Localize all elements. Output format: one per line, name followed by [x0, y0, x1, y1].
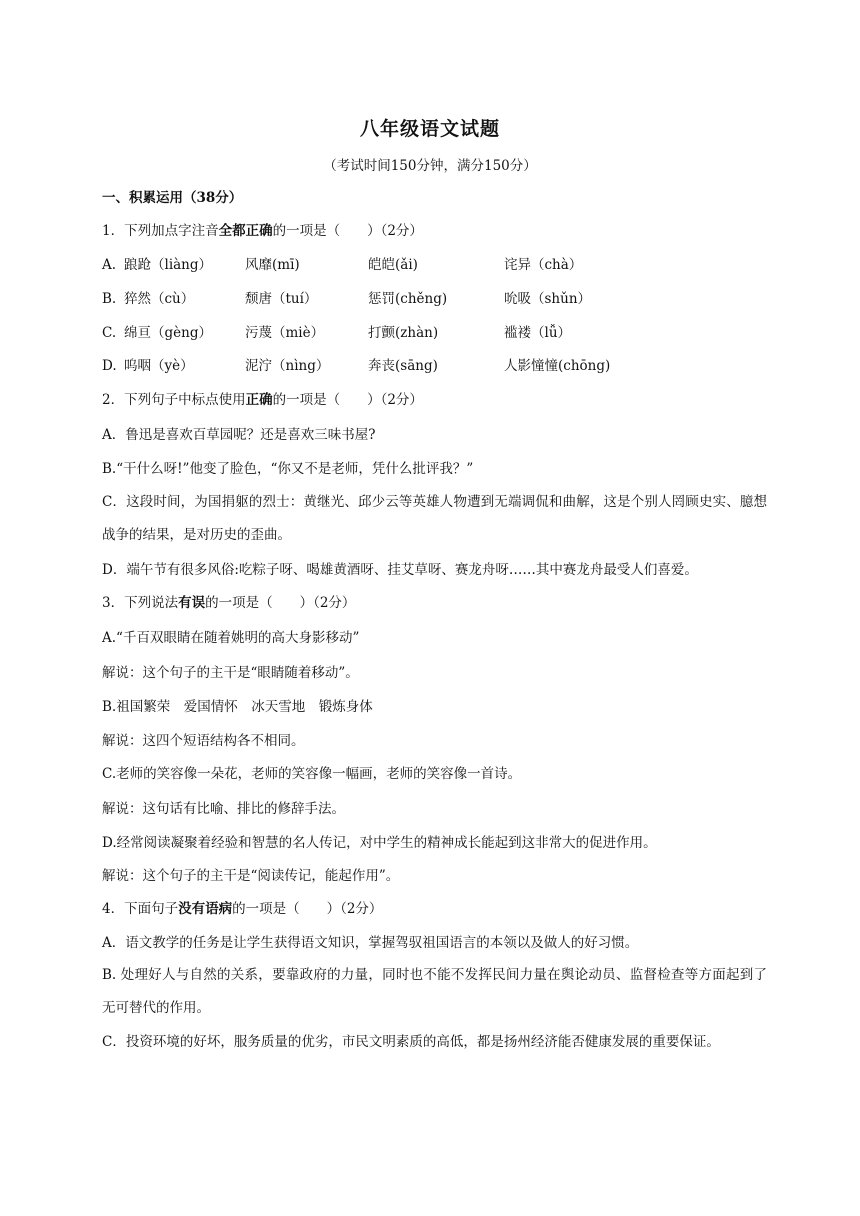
question-4-stem: [102, 899, 767, 919]
stem-text: 的一项是（ ）（2分）: [272, 223, 423, 239]
option-item: 泥泞（nìng）: [245, 358, 330, 374]
exam-info: （考试时间150分钟，满分150分）: [323, 158, 537, 174]
option-c: C．投资环境的好坏，服务质量的优劣，市民文明素质的高低，都是扬州经济能否健康发展的重要保证。: [102, 1034, 720, 1050]
emphasis-text: 没有语病: [178, 901, 233, 917]
option-b: B.祖国繁荣 爱国情怀 冰天雪地 锻炼身体: [102, 699, 373, 715]
option-item: 猝然（cù）: [124, 291, 195, 307]
stem-text: 4．下面句子: [102, 901, 179, 917]
stem-text: 的一项是（ ）（2分）: [232, 901, 383, 917]
option-label: D.: [102, 358, 117, 374]
page-title: 八年级语文试题: [359, 118, 500, 140]
option-item: 褴褛（lǚ）: [504, 325, 572, 341]
option-a: A．鲁迅是喜欢百草园呢？还是喜欢三味书屋?: [102, 427, 376, 443]
option-label: C.: [102, 325, 117, 341]
explanation-d: 解说：这个句子的主干是“阅读传记，能起作用”。: [102, 868, 400, 884]
stem-text: 3．下列说法: [102, 595, 179, 611]
option-b: B. 处理好人与自然的关系，要靠政府的力量，同时也不能不发挥民间力量在舆论动员、监督检查等方面起到了无可替代的作用。: [102, 967, 767, 1016]
emphasis-text: 全都正确: [218, 223, 273, 239]
explanation-a: 解说：这个句子的主干是“眼睛随着移动”。: [102, 665, 359, 681]
option-item: 呜咽（yè）: [124, 358, 194, 374]
option-d: D．端午节有很多风俗:吃粽子呀、喝雄黄酒呀、挂艾草呀、赛龙舟呀……其中赛龙舟最受人们喜爱。: [102, 562, 698, 578]
emphasis-text: 有误: [178, 595, 206, 611]
stem-text: 1．下列加点字注音: [102, 223, 219, 239]
option-a: A.“千百双眼睛在随着姚明的高大身影移动”: [102, 630, 360, 646]
question-3-stem: [102, 593, 767, 613]
option-a: A．语文教学的任务是让学生获得语文知识，掌握驾驭祖国语言的本领以及做人的好习惯。: [102, 935, 639, 951]
explanation-c: 解说：这句话有比喻、排比的修辞手法。: [102, 801, 345, 817]
stem-text: 的一项是（ ）（2分）: [205, 595, 356, 611]
section-heading: 一、积累运用（38分）: [102, 190, 243, 206]
option-item: 踉跄（liàng）: [124, 257, 213, 273]
question-2-stem: [102, 390, 767, 410]
option-d: D.经常阅读凝聚着经验和智慧的名人传记，对中学生的精神成长能起到这非常大的促进作用。: [102, 835, 657, 851]
option-item: 人影憧憧(chōng): [504, 358, 611, 374]
option-item: 奔丧(sāng): [368, 358, 438, 374]
option-b: B.“干什么呀!”他变了脸色，“你又不是老师，凭什么批评我？”: [102, 461, 474, 477]
question-1-stem: [102, 221, 767, 241]
option-item: 风靡(mī): [245, 257, 300, 273]
option-item: 吮吸（shǔn）: [504, 291, 592, 307]
option-label: B.: [102, 291, 117, 307]
option-item: 绵亘（gèng）: [124, 325, 212, 341]
option-item: 污蔑（miè）: [245, 325, 325, 341]
option-label: A.: [102, 257, 117, 273]
option-c: C.老师的笑容像一朵花，老师的笑容像一幅画，老师的笑容像一首诗。: [102, 766, 522, 782]
stem-text: 2．下列句子中标点使用: [102, 392, 246, 408]
emphasis-text: 正确: [245, 392, 273, 408]
option-item: 惩罚(chěng): [368, 291, 448, 307]
option-item: 诧异（chà）: [504, 257, 583, 273]
option-c: C．这段时间，为国捐躯的烈士：黄继光、邱少云等英雄人物遭到无端调侃和曲解，这是个别人罔顾史实、臆想战争的结果，是对历史的歪曲。: [102, 494, 767, 543]
explanation-b: 解说：这四个短语结构各不相同。: [102, 733, 305, 749]
stem-text: 的一项是（ ）（2分）: [272, 392, 423, 408]
option-item: 皑皑(ǎi): [368, 257, 418, 273]
option-item: 颓唐（tuí）: [245, 291, 318, 307]
option-item: 打颤(zhàn): [368, 325, 439, 341]
